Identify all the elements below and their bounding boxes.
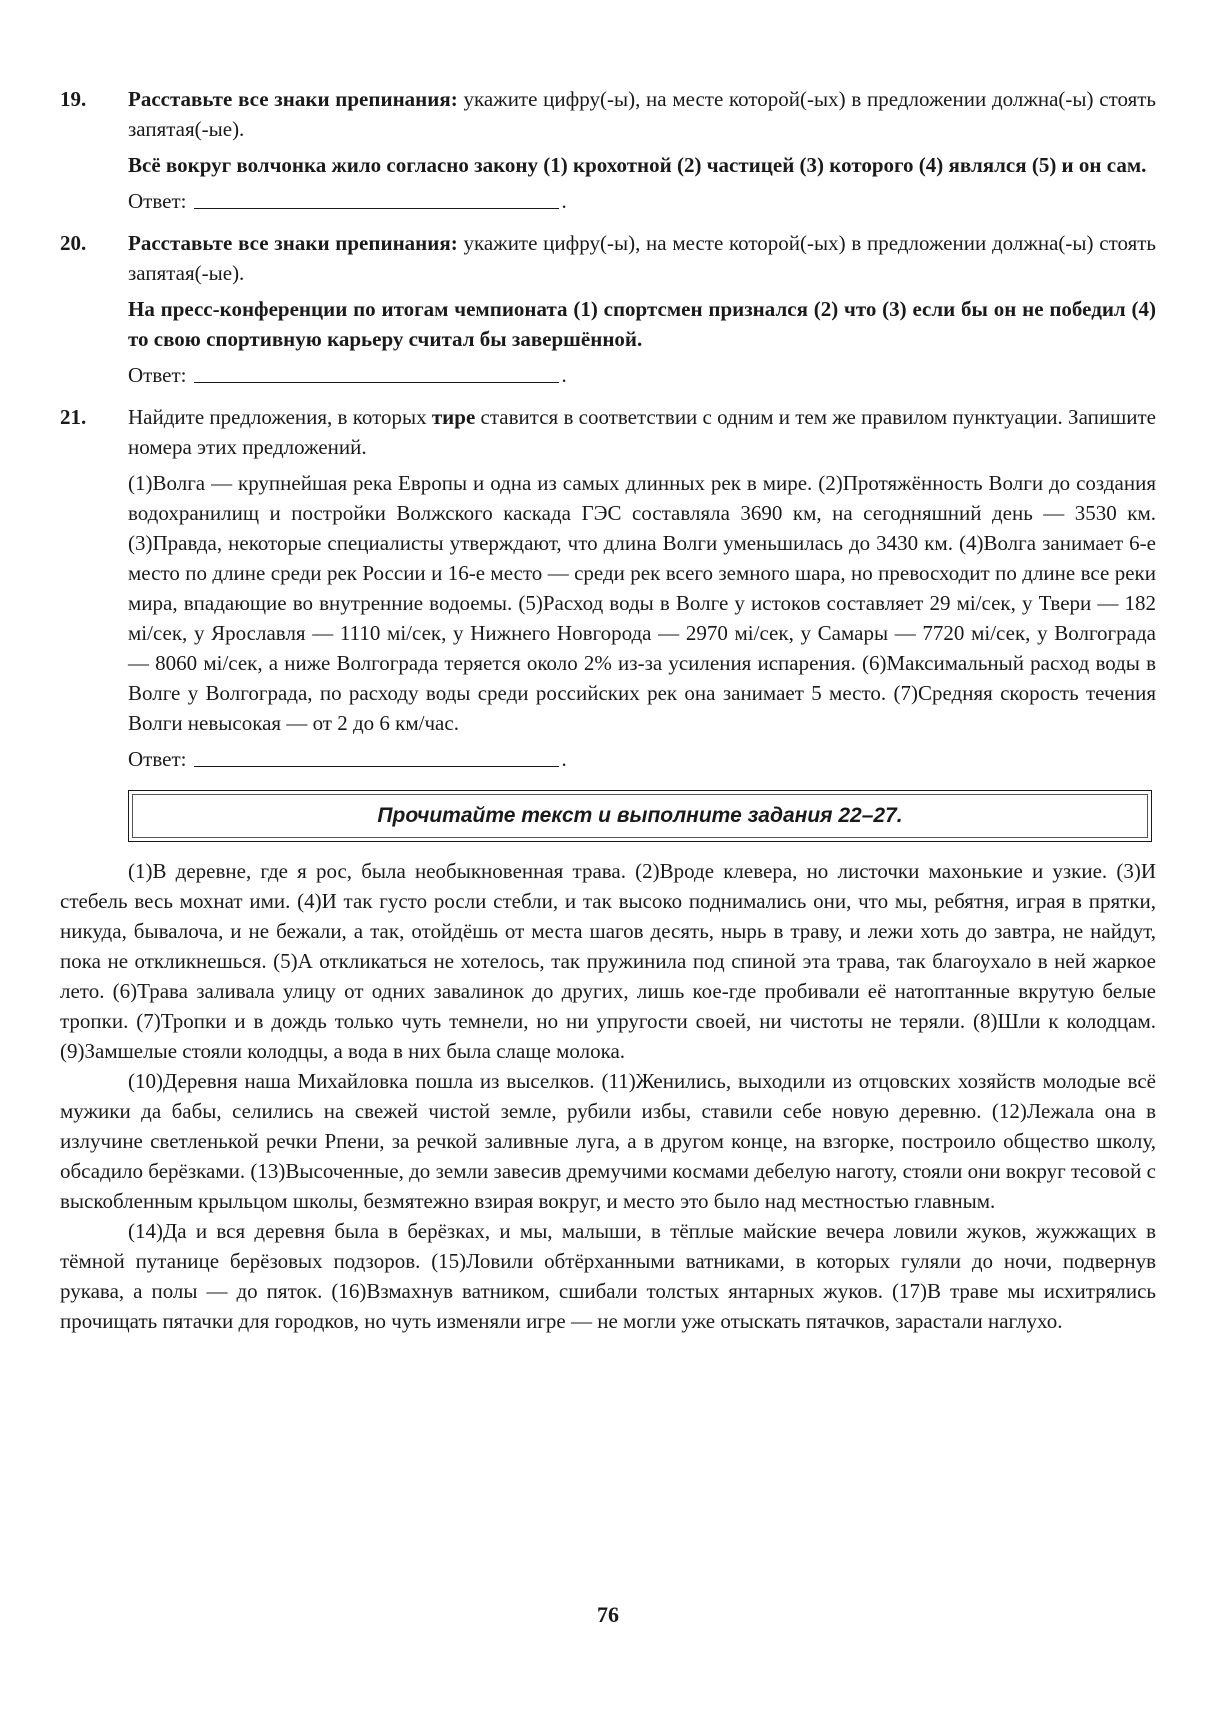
task-text: (1)Волга — крупнейшая река Европы и одна из самых длинных рек в мире. (2)Протяжённость Волги до создания водохранилищ и постройки Волжского каскада ГЭС составляла 3690 км, на сегодняшний день — 3530 км. (3)Правда, некоторые специалисты утверждают, что длина Волги уменьшилась до 3430 км. (4)Волга занимает 6-е место по длине среди рек России и 16-е место — среди рек всего земного шара, но превосходит по длине все реки мира, впадающие во внутренние водоемы. (5)Расход воды в Волге у истоков составляет 29 мі/сек, у Твери — 182 мі/сек, у Ярославля — 1110 мі/сек, у Нижнего Новгорода — 2970 мі/сек, у Самары — 7720 мі/сек, у Волгограда — 8060 мі/сек, а ниже Волгограда теряется около 2% из-за усиления испарения. (6)Максимальный расход воды в Волге у Волгограда, по расходу воды среди российских рек она занимает 5 место. (7)Средняя скорость течения Волги невысокая — от 2 до 6 км/час. [128, 471, 1156, 735]
answer-row [128, 186, 1156, 216]
task-sentence: Всё вокруг волчонка жило согласно закону (1) крохотной (2) частицей (3) которого (4) являлся (5) и он сам. [128, 153, 1147, 177]
answer-field[interactable] [194, 381, 559, 383]
answer-period: . [561, 747, 567, 771]
reading-text [60, 856, 1156, 1336]
task-body [128, 84, 1156, 216]
answer-field[interactable] [194, 765, 559, 767]
task-sentence: На пресс-конференции по итогам чемпионата (1) спортсмен признался (2) что (3) если бы он не победил (4) то свою спортивную карьеру считал бы завершённой. [128, 297, 1156, 351]
instruction-text: Найдите предложения, в которых [128, 405, 432, 429]
answer-period: . [561, 363, 567, 387]
task-number: 21. [60, 405, 87, 429]
instruction-text: ставится в соответствии с одним и тем же правилом пунктуации. Запишите номера этих предложений. [128, 405, 1156, 459]
task-20 [60, 228, 1156, 390]
reading-paragraph-1: (1)В деревне, где я рос, была необыкновенная трава. (2)Вроде клевера, но листочки махонькие и узкие. (3)И стебель весь мохнат ими. (4)И так густо росли стебли, и так высоко поднимались они, что мы, ребятня, играя в прятки, никуда, бывалоча, и не бежали, а так, отойдёшь от места шагов десять, нырь в траву, и лежи хоть до завтра, не найдут, пока не откликнешься. (5)А откликаться не хотелось, так пружинила под спиной эта трава, так благоухало в ней жаркое лето. (6)Трава заливала улицу от одних завалинок до других, лишь кое-где пробивали её натоптанные вкрутую белые тропки. (7)Тропки и в дождь только чуть темнели, но ни упругости своей, ни чистоты не теряли. (8)Шли к колодцам. (9)Замшелые стояли колодцы, а вода в них была слаще молока. [60, 859, 1156, 1063]
task-instruction [128, 84, 1156, 144]
page-number: 76 [597, 1602, 619, 1627]
instruction-bold: тире [431, 405, 476, 429]
task-body [128, 228, 1156, 390]
answer-label: Ответ: [128, 363, 187, 387]
instruction-text: укажите цифру(-ы), на месте которой(-ых) в предложении должна(-ы) стоять запятая(-ые). [128, 87, 1156, 141]
section-header-box [128, 790, 1152, 842]
task-number: 19. [60, 87, 87, 111]
task-21 [60, 402, 1156, 774]
instruction-bold: Расставьте все знаки препинания: [128, 231, 458, 255]
task-19 [60, 84, 1156, 216]
answer-row [128, 360, 1156, 390]
section-title: Прочитайте текст и выполните задания 22–27. [377, 804, 903, 827]
task-instruction [128, 228, 1156, 288]
answer-label: Ответ: [128, 189, 187, 213]
answer-field[interactable] [194, 207, 559, 209]
answer-period: . [561, 189, 567, 213]
answer-label: Ответ: [128, 747, 187, 771]
task-body [128, 402, 1156, 774]
instruction-text: укажите цифру(-ы), на месте которой(-ых) в предложении должна(-ы) стоять запятая(-ые). [128, 231, 1156, 285]
instruction-bold: Расставьте все знаки препинания: [128, 87, 458, 111]
reading-paragraph-2: (10)Деревня наша Михайловка пошла из выселков. (11)Женились, выходили из отцовских хозяйств молодые всё мужики да бабы, селились на свежей чистой земле, рубили избы, ставили себе новую деревню. (12)Лежала она в излучине светленькой речки Рпени, за речкой заливные луга, а в другом конце, на взгорке, построило общество школу, обсадило берёзками. (13)Высоченные, до земли завесив дремучими космами дебелую наготу, стояли они вокруг тесовой с выскобленным крыльцом школы, безмятежно взирая вокруг, и место это было над местностью главным. [60, 1069, 1156, 1213]
answer-row [128, 744, 1156, 774]
task-instruction [128, 402, 1156, 462]
reading-paragraph-3: (14)Да и вся деревня была в берёзках, и мы, малыши, в тёплые майские вечера ловили жуков, жужжащих в тёмной путанице берёзовых подзоров. (15)Ловили обтёрханными ватниками, в которых гуляли до ночи, подвернув рукава, а полы — до пяток. (16)Взмахнув ватником, сшибали толстых янтарных жуков. (17)В траве мы исхитрялись прочищать пятачки для городков, но чуть изменяли игре — не могли уже отыскать пятачков, зарастали наглухо. [60, 1219, 1156, 1333]
task-number: 20. [60, 231, 87, 255]
